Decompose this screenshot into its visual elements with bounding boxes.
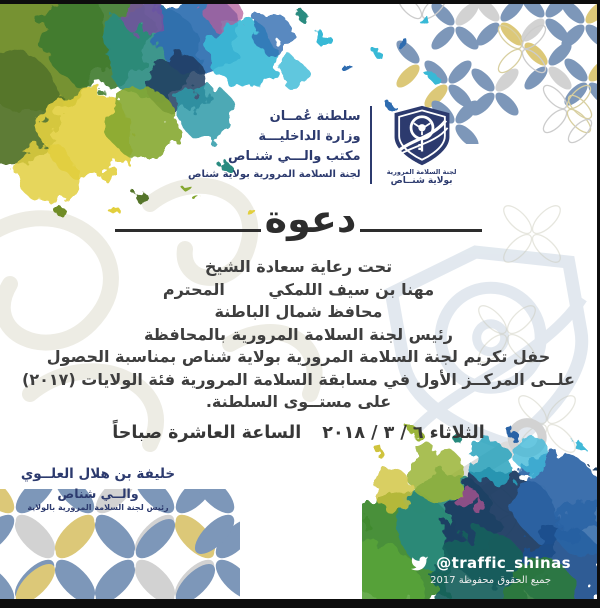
org-line-sultanate: سلطنة عُمــان (269, 109, 361, 125)
patron-honorific: المحترم (162, 279, 225, 299)
event-description-line2: علــى المركــز الأول في مسابقة السلامة المرورية فئة الولايات (٢٠١٧) (22, 369, 575, 389)
logo-caption-line1: لجنة السلامة المرورية (386, 168, 457, 176)
org-line-ministry: وزارة الداخليـــة (258, 129, 361, 145)
event-description-line1: حفل تكريم لجنة السلامة المرورية بولاية شناص بمناسبة الحصول (46, 347, 551, 366)
invitation-title: دعوة (264, 197, 357, 241)
copyright-text: جميع الحقوق محفوظة 2017 (430, 575, 552, 586)
twitter-handle: @traffic_shinas (436, 554, 571, 572)
patron-role-governor: محافظ شمال الباطنة (214, 302, 383, 321)
org-header (188, 104, 457, 186)
invitation-title-row (0, 197, 597, 241)
signature-role-wali: والــي شناص (57, 485, 139, 501)
patron-intro-line: تحت رعاية سعادة الشيخ (204, 257, 393, 276)
title-rule-right (360, 229, 482, 232)
invitation-body (0, 256, 597, 443)
patron-name: مهنا بن سيف اللمكي (268, 279, 435, 299)
org-text-block (188, 107, 361, 183)
twitter-bird-icon (410, 555, 429, 572)
logo-caption-line2: بولاية شنــاص (390, 176, 453, 186)
signature-role-chairman: رئيس لجنة السلامة المرورية بالولاية (27, 503, 169, 513)
twitter-row (410, 554, 571, 572)
event-time: الساعة العاشرة صباحاً (112, 422, 302, 443)
traffic-safety-shield-icon (389, 104, 455, 168)
patron-role-chairman: رئيس لجنة السلامة المرورية بالمحافظة (143, 324, 454, 344)
org-line-committee: لجنة السلامة المرورية بولاية شناص (188, 169, 361, 181)
committee-logo (381, 104, 463, 186)
header-divider (370, 106, 372, 184)
signature-block (18, 465, 178, 514)
event-date: الثلاثاء ٦ / ٣ / ٢٠١٨ (322, 422, 485, 443)
event-description-line3: على مستــوى السلطنة. (205, 392, 392, 411)
signature-name: خليفة بن هلال العلــوي (20, 466, 176, 482)
event-datetime (0, 423, 597, 443)
org-line-wali-office: مكتب والـــي شنـاص (228, 149, 361, 165)
footer-social (410, 554, 571, 586)
patron-name-line (0, 279, 597, 302)
title-rule-left (115, 229, 261, 232)
